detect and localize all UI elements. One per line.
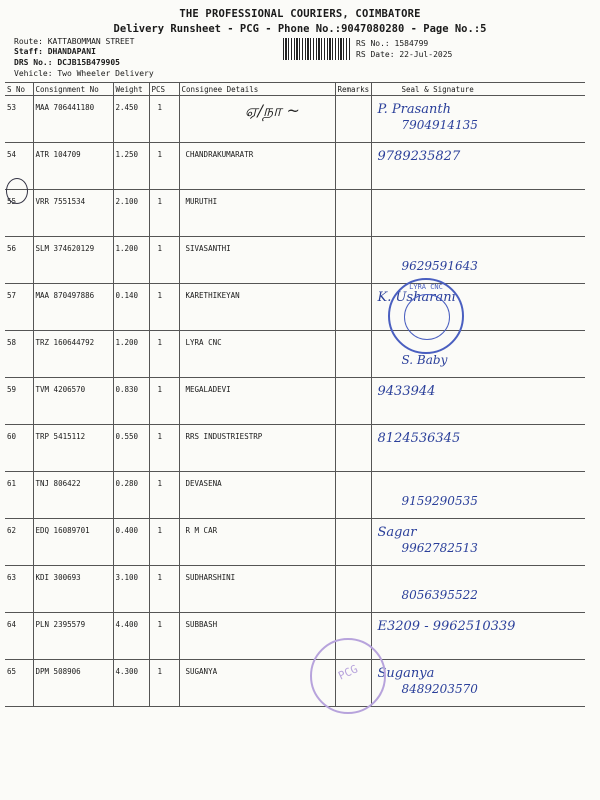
consignment-cell: PLN 2395579 <box>33 613 113 660</box>
consignee-cell: SUBBASH <box>179 613 335 660</box>
signature-phone: 8056395522 <box>401 588 478 602</box>
signature-phone: S. Baby <box>401 353 448 367</box>
col-consignment: Consignment No <box>33 83 113 96</box>
remarks-cell <box>335 425 371 472</box>
signature-phone: 9159290535 <box>401 494 478 508</box>
table-row <box>5 519 585 566</box>
weight-cell: 3.100 <box>113 566 149 613</box>
stamp-text: LYRA CNC <box>409 283 443 291</box>
weight-cell: 1.200 <box>113 237 149 284</box>
consignment-cell: VRR 7551534 <box>33 190 113 237</box>
remarks-cell <box>335 96 371 143</box>
pcg-stamp <box>310 638 386 714</box>
table-row <box>5 472 585 519</box>
table-header-row <box>5 83 585 96</box>
table-row <box>5 660 585 707</box>
pcs-cell: 1 <box>149 284 179 331</box>
signature-cell <box>371 378 585 425</box>
drs-number: DRS No.: DCJB15B479905 <box>14 58 120 67</box>
pcs-cell: 1 <box>149 519 179 566</box>
consignee-cell: MURUTHI <box>179 190 335 237</box>
table-row <box>5 190 585 237</box>
table-row <box>5 331 585 378</box>
sno-cell: 56 <box>5 237 33 284</box>
sno-cell: 62 <box>5 519 33 566</box>
signature-phone: 9629591643 <box>401 259 478 273</box>
consignee-cell: SUGANYA <box>179 660 335 707</box>
sno-cell: 54 <box>5 143 33 190</box>
signature-cell <box>371 143 585 190</box>
pcs-cell: 1 <box>149 425 179 472</box>
pcs-cell: 1 <box>149 613 179 660</box>
weight-cell: 0.550 <box>113 425 149 472</box>
runsheet-title: Delivery Runsheet - PCG - Phone No.:9047080280 - Page No.:5 <box>113 23 487 35</box>
remarks-cell <box>335 519 371 566</box>
weight-cell: 2.450 <box>113 96 149 143</box>
weight-cell: 1.250 <box>113 143 149 190</box>
stamp-inner-ring <box>404 294 450 340</box>
consignment-cell: TNJ 806422 <box>33 472 113 519</box>
sno-cell: 65 <box>5 660 33 707</box>
col-pcs: PCS <box>149 83 179 96</box>
table-row <box>5 284 585 331</box>
consignee-cell: MEGALADEVI <box>179 378 335 425</box>
col-seal-signature: Seal & Signature <box>371 83 585 96</box>
remarks-cell <box>335 331 371 378</box>
circle-mark <box>6 178 28 204</box>
weight-cell: 0.280 <box>113 472 149 519</box>
rs-date: RS Date: 22-Jul-2025 <box>356 50 453 59</box>
runsheet-table <box>5 82 585 707</box>
vehicle-label: Vehicle: Two Wheeler Delivery <box>14 69 154 78</box>
consignment-cell: TRP 5415112 <box>33 425 113 472</box>
signature-text: P. Prasanth <box>377 102 451 117</box>
weight-cell: 4.300 <box>113 660 149 707</box>
sno-cell: 63 <box>5 566 33 613</box>
pcs-cell: 1 <box>149 96 179 143</box>
consignment-cell: ATR 104709 <box>33 143 113 190</box>
remarks-cell <box>335 284 371 331</box>
signature-text: K. Usharani <box>377 290 456 305</box>
weight-cell: 1.200 <box>113 331 149 378</box>
remarks-cell <box>335 143 371 190</box>
consignment-cell: TRZ 160644792 <box>33 331 113 378</box>
consignee-cell: SIVASANTHI <box>179 237 335 284</box>
consignment-cell: DPM 508906 <box>33 660 113 707</box>
weight-cell: 4.400 <box>113 613 149 660</box>
company-name: THE PROFESSIONAL COURIERS, COIMBATORE <box>179 8 421 20</box>
table-row <box>5 425 585 472</box>
signature-cell <box>371 237 585 284</box>
col-sno: S No <box>5 83 33 96</box>
signature-cell <box>371 566 585 613</box>
signature-text: E3209 - 9962510339 <box>377 619 516 634</box>
sno-cell: 61 <box>5 472 33 519</box>
remarks-cell <box>335 566 371 613</box>
signature-cell <box>371 660 585 707</box>
table-body <box>5 96 585 707</box>
signature-phone: 7904914135 <box>401 118 478 132</box>
consignee-cell: LYRA CNC <box>179 331 335 378</box>
signature-text: Sagar <box>377 525 417 540</box>
col-weight: Weight <box>113 83 149 96</box>
consignment-cell: SLM 374620129 <box>33 237 113 284</box>
lyra-cnc-stamp <box>388 278 464 354</box>
sno-cell: 58 <box>5 331 33 378</box>
route-label: Route: KATTABOMMAN STREET <box>14 37 135 46</box>
signature-cell <box>371 472 585 519</box>
pcs-cell: 1 <box>149 190 179 237</box>
consignee-cell: R M CAR <box>179 519 335 566</box>
consignee-cell: RRS INDUSTRIESTRP <box>179 425 335 472</box>
consignee-cell: KARETHIKEYAN <box>179 284 335 331</box>
remarks-cell <box>335 472 371 519</box>
signature-text: Suganya <box>377 666 435 681</box>
weight-cell: 0.830 <box>113 378 149 425</box>
rs-number: RS No.: 1584799 <box>356 39 429 48</box>
table-row <box>5 378 585 425</box>
sno-cell: 60 <box>5 425 33 472</box>
consignee-cell: SUDHARSHINI <box>179 566 335 613</box>
consignee-cell: DEVASENA <box>179 472 335 519</box>
pcg-stamp-text: PCG <box>336 662 360 683</box>
sno-cell: 55 <box>5 190 33 237</box>
sno-cell: 59 <box>5 378 33 425</box>
consignment-cell: MAA 706441180 <box>33 96 113 143</box>
barcode <box>283 38 350 60</box>
table-row <box>5 566 585 613</box>
signature-cell <box>371 519 585 566</box>
col-consignee: Consignee Details <box>179 83 335 96</box>
table-row <box>5 613 585 660</box>
remarks-cell <box>335 237 371 284</box>
remarks-cell <box>335 378 371 425</box>
signature-text: 9433944 <box>377 384 436 399</box>
signature-phone: 8489203570 <box>401 682 478 696</box>
signature-text: 9789235827 <box>377 149 461 164</box>
signature-cell <box>371 425 585 472</box>
sno-cell: 53 <box>5 96 33 143</box>
col-remarks: Remarks <box>335 83 371 96</box>
remarks-cell <box>335 190 371 237</box>
signature-cell <box>371 613 585 660</box>
signature-text: 8124536345 <box>377 431 461 446</box>
sno-cell: 64 <box>5 613 33 660</box>
pcs-cell: 1 <box>149 143 179 190</box>
consignment-cell: MAA 870497886 <box>33 284 113 331</box>
pcs-cell: 1 <box>149 331 179 378</box>
consignment-cell: EDQ 16089701 <box>33 519 113 566</box>
pcs-cell: 1 <box>149 660 179 707</box>
signature-phone: 9962782513 <box>401 541 478 555</box>
weight-cell: 0.400 <box>113 519 149 566</box>
consignee-cell: CHANDRAKUMARATR <box>179 143 335 190</box>
pcs-cell: 1 <box>149 566 179 613</box>
sno-cell: 57 <box>5 284 33 331</box>
weight-cell: 0.140 <box>113 284 149 331</box>
signature-cell <box>371 96 585 143</box>
weight-cell: 2.100 <box>113 190 149 237</box>
staff-label: Staff: DHANDAPANI <box>14 47 96 56</box>
consignment-cell: TVM 4206570 <box>33 378 113 425</box>
pcs-cell: 1 <box>149 378 179 425</box>
pcs-cell: 1 <box>149 237 179 284</box>
signature-cell <box>371 190 585 237</box>
table-row <box>5 143 585 190</box>
pcs-cell: 1 <box>149 472 179 519</box>
table-row <box>5 237 585 284</box>
consignment-cell: KDI 300693 <box>33 566 113 613</box>
consignee-signature-53: ஏ/நா ~ <box>245 101 300 120</box>
